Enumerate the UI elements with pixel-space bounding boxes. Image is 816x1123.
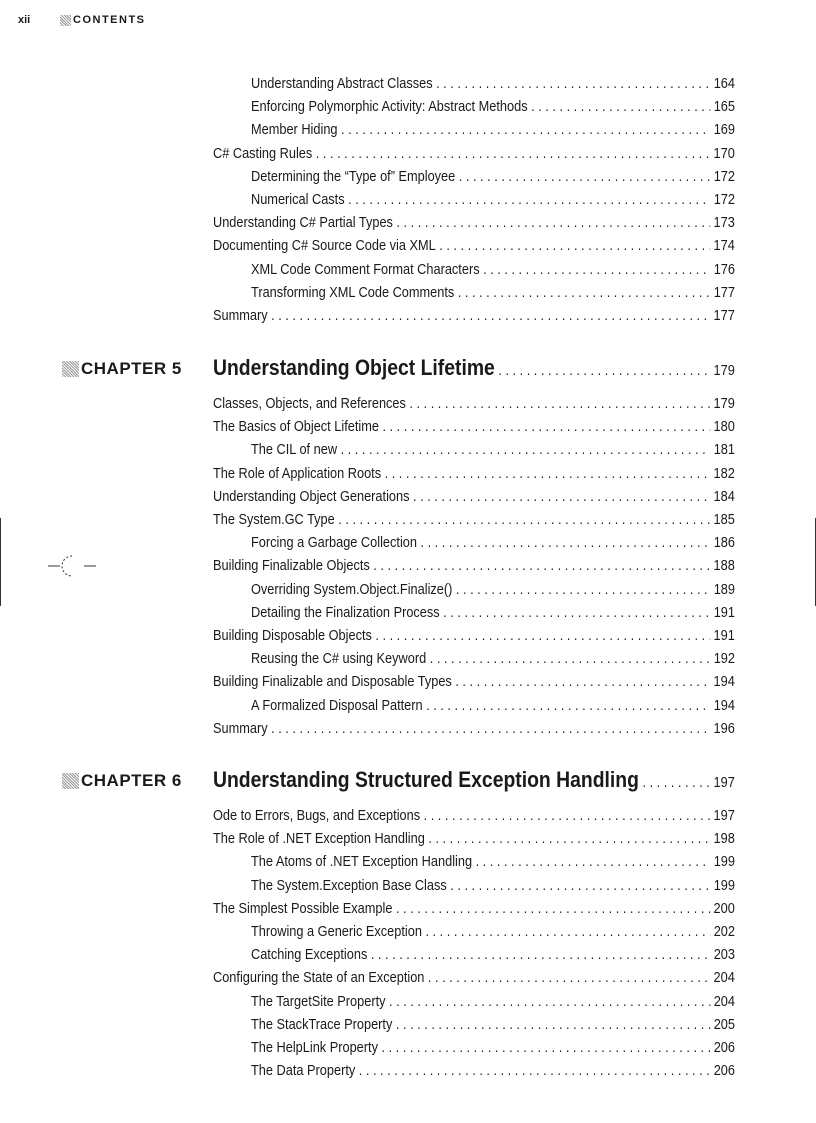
toc-entry[interactable] [251,993,735,1011]
toc-entry-title: The TargetSite Property [251,993,386,1010]
hatch-marker-icon [60,15,71,26]
dot-leader [348,191,710,209]
toc-entry[interactable] [251,534,735,552]
dot-leader [338,511,710,529]
toc-entry-title: Determining the “Type of” Employee [251,168,456,185]
dot-leader [271,307,710,325]
toc-entry[interactable] [251,697,735,715]
chapter-number: CHAPTER 6 [81,771,182,790]
toc-entry-title: The Data Property [251,1063,356,1080]
toc-entry-page: 184 [713,488,735,505]
toc-entry-title: Numerical Casts [251,192,345,208]
dot-leader [381,1039,710,1057]
dot-leader [531,98,710,116]
toc-entry[interactable] [213,214,735,232]
toc-entry-page: 186 [713,535,735,552]
chapter-label [62,771,182,791]
toc-entry[interactable] [251,191,735,209]
toc-entry-title: Understanding Object Generations [213,488,410,505]
dot-leader [642,775,710,791]
toc-entry-title: Transforming XML Code Comments [251,284,455,301]
toc-entry-page: 169 [713,122,735,139]
dot-leader [382,418,710,436]
toc-entry-title: Enforcing Polymorphic Activity: Abstract Methods [251,99,528,116]
toc-entry[interactable] [251,946,735,964]
dot-leader [271,720,710,738]
toc-entry-title: Catching Exceptions [251,947,368,964]
toc-entry[interactable] [213,418,735,436]
toc-entry[interactable] [251,284,735,302]
dot-leader [396,1016,710,1034]
toc-entry-page: 206 [713,1040,735,1056]
dot-leader [459,168,710,186]
dot-leader [341,121,710,139]
toc-entry-page: 173 [713,215,735,232]
dot-leader [316,145,710,163]
dot-leader [424,807,710,825]
chapter-entry[interactable] [213,355,735,381]
dot-leader [456,581,710,599]
chapter-title: Understanding Object Lifetime [213,355,495,380]
toc-entry-title: The Atoms of .NET Exception Handling [251,854,473,871]
dot-leader [389,993,710,1011]
toc-entry[interactable] [213,720,735,738]
toc-entry-page: 185 [713,512,735,528]
dot-leader [428,969,710,987]
toc-entry-page: 188 [713,558,735,575]
toc-entry-page: 179 [713,396,735,412]
toc-entry-page: 164 [713,76,735,92]
toc-entry-page: 202 [713,924,735,940]
toc-entry[interactable] [213,237,735,255]
toc-entry-page: 180 [713,419,735,436]
dot-leader [375,627,710,645]
toc-entry[interactable] [213,488,735,506]
dot-leader [420,534,710,552]
chapter-page: 179 [713,363,735,379]
toc-entry-title: The Role of Application Roots [213,465,382,482]
toc-entry[interactable] [213,557,735,575]
toc-entry-title: Configuring the State of an Exception [213,970,425,987]
toc-entry-title: XML Code Comment Format Characters [251,261,480,278]
toc-entry-title: Reusing the C# using Keyword [251,651,427,668]
dot-leader [409,395,710,413]
toc-entry-title: The System.Exception Base Class [251,877,447,894]
toc-entry[interactable] [251,604,735,622]
toc-entry-page: 192 [713,651,735,668]
toc-entry-page: 196 [713,720,735,737]
dot-leader [455,673,710,691]
toc-entry[interactable] [213,969,735,987]
toc-entry[interactable] [251,98,735,116]
dot-leader [498,363,710,379]
toc-entry[interactable] [213,807,735,825]
registration-mark-icon [48,552,98,582]
toc-entry-title: Building Disposable Objects [213,628,372,644]
toc-entry-title: The System.GC Type [213,512,335,528]
toc-entry-title: Building Finalizable Objects [213,558,370,575]
toc-entry-page: 204 [713,993,735,1010]
toc-entry[interactable] [251,441,735,459]
dot-leader [413,488,710,506]
toc-entry-page: 176 [713,261,735,278]
toc-entry-page: 194 [713,674,735,691]
dot-leader [341,441,711,459]
toc-entry-title: Understanding C# Partial Types [213,215,393,232]
dot-leader [439,237,710,255]
toc-entry[interactable] [213,900,735,918]
toc-entry-page: 191 [713,628,735,644]
toc-entry[interactable] [251,877,735,895]
toc-entry-page: 177 [713,308,735,324]
toc-entry-page: 165 [713,99,735,116]
toc-entry[interactable] [213,830,735,848]
toc-entry-title: Understanding Abstract Classes [251,76,433,92]
toc-entry-page: 181 [713,442,735,459]
page-header [18,14,146,26]
toc-entry[interactable] [213,627,735,645]
toc-entry-title: The StackTrace Property [251,1016,393,1033]
toc-entry-page: 199 [713,877,735,894]
chapter-number: CHAPTER 5 [81,359,182,378]
toc-entry[interactable] [213,673,735,691]
toc-entry-title: The Role of .NET Exception Handling [213,831,425,848]
toc-entry[interactable] [251,853,735,871]
toc-entry-page: 172 [713,168,735,185]
toc-entry[interactable] [251,1062,735,1080]
toc-entry-title: Summary [213,720,268,737]
toc-entry-title: C# Casting Rules [213,145,313,162]
toc-entry[interactable] [213,307,735,325]
toc-entry-page: 191 [713,604,735,621]
toc-entry-page: 200 [713,900,735,917]
toc-entry[interactable] [251,168,735,186]
chapter-label [62,359,182,379]
section-title: CONTENTS [73,14,146,26]
toc-entry-title: Building Finalizable and Disposable Types [213,674,452,691]
toc-entry-title: Documenting C# Source Code via XML [213,238,436,255]
toc-entry-page: 205 [713,1016,735,1033]
chapter-page: 197 [713,775,735,791]
dot-leader [385,465,710,483]
toc-entry-page: 206 [713,1063,735,1080]
toc-entry-title: Classes, Objects, and References [213,396,406,412]
toc-entry[interactable] [251,121,735,139]
dot-leader [450,877,710,895]
toc-entry-title: Ode to Errors, Bugs, and Exceptions [213,808,421,824]
toc-entry-page: 182 [713,465,735,482]
toc-entry-page: 204 [713,970,735,987]
toc-entry-page: 199 [713,854,735,871]
toc-entry-title: Throwing a Generic Exception [251,924,422,940]
toc-entry-title: A Formalized Disposal Pattern [251,697,423,714]
toc-entry-title: Summary [213,308,268,324]
toc-entry-title: Detailing the Finalization Process [251,604,440,621]
dot-leader [371,946,710,964]
dot-leader [396,900,710,918]
dot-leader [396,214,710,232]
dot-leader [483,261,710,279]
toc-entry[interactable] [251,1016,735,1034]
dot-leader [359,1062,710,1080]
toc-entry-title: Member Hiding [251,122,338,139]
toc-entry-title: The CIL of new [251,442,338,459]
dot-leader [436,75,710,93]
toc-entry[interactable] [251,75,735,93]
toc-entry[interactable] [251,1039,735,1057]
toc-entry-title: The HelpLink Property [251,1040,378,1056]
toc-entry-page: 203 [713,947,735,964]
toc-entry[interactable] [251,261,735,279]
toc-entry[interactable] [213,511,735,529]
toc-entry-page: 170 [713,145,735,162]
margin-rule-left [0,518,1,606]
hatch-marker-icon [62,361,79,377]
toc-entry[interactable] [251,650,735,668]
toc-entry[interactable] [251,923,735,941]
chapter-title: Understanding Structured Exception Handling [213,767,639,792]
dot-leader [430,650,710,668]
chapter-entry[interactable] [213,767,735,793]
dot-leader [458,284,710,302]
toc-entry[interactable] [251,581,735,599]
dot-leader [476,853,711,871]
toc-entry-page: 194 [713,697,735,714]
toc-entry-page: 198 [713,831,735,848]
toc-entry-page: 174 [713,238,735,255]
toc-entry[interactable] [213,395,735,413]
dot-leader [428,830,710,848]
hatch-marker-icon [62,773,79,789]
toc-entry[interactable] [213,465,735,483]
toc-entry-page: 177 [713,284,735,301]
toc-entry-title: Forcing a Garbage Collection [251,535,417,552]
toc-entry-page: 189 [713,581,735,598]
toc-entry-page: 172 [713,192,735,208]
dot-leader [425,923,710,941]
toc-entry-page: 197 [713,808,735,824]
toc-entry-title: The Simplest Possible Example [213,900,393,917]
toc-entry-title: The Basics of Object Lifetime [213,419,379,436]
page-number: xii [18,14,31,26]
dot-leader [443,604,710,622]
dot-leader [373,557,710,575]
toc-entry[interactable] [213,145,735,163]
toc-entry-title: Overriding System.Object.Finalize() [251,581,453,598]
dot-leader [426,697,710,715]
